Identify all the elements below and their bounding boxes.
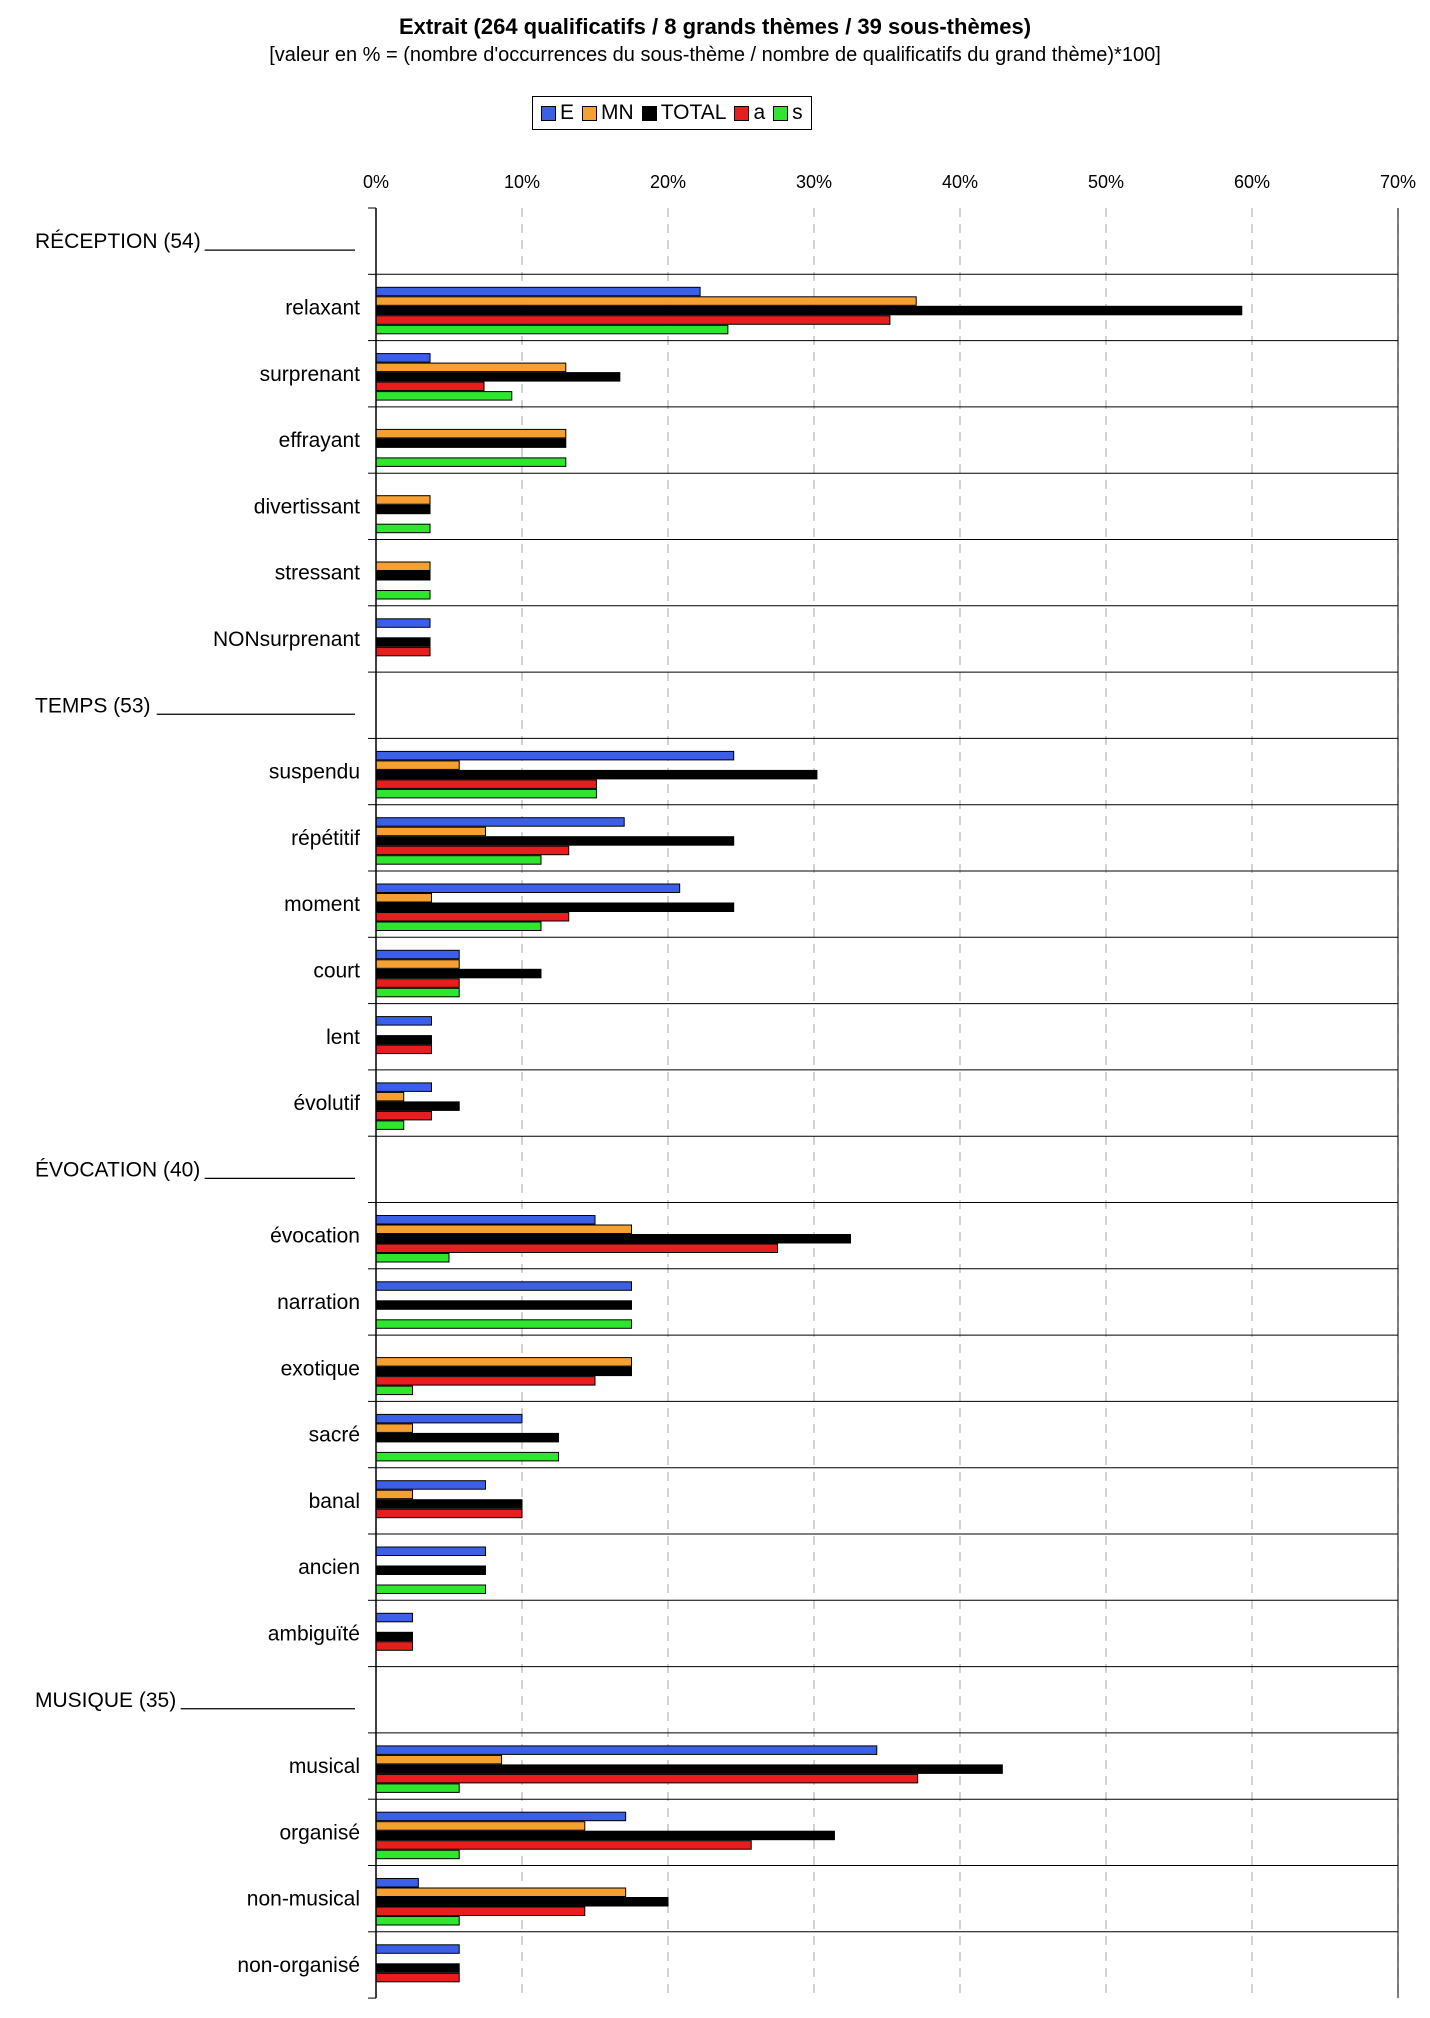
bar-e: [376, 287, 700, 296]
bar-mn: [376, 761, 459, 770]
bar-a: [376, 1244, 778, 1253]
bar-total: [376, 770, 817, 779]
group-label: MUSIQUE (35): [35, 1688, 177, 1712]
bar-e: [376, 1282, 632, 1291]
bar-a: [376, 1907, 585, 1916]
bar-a: [376, 913, 569, 922]
category-label: court: [313, 959, 360, 983]
bar-mn: [376, 363, 566, 372]
category-label: répétitif: [291, 826, 360, 850]
category-label: stressant: [274, 561, 360, 585]
bar-total: [376, 903, 734, 912]
bar-mn: [376, 1490, 413, 1499]
bar-a: [376, 316, 890, 325]
group-label: ÉVOCATION (40): [35, 1158, 201, 1182]
x-tick-label: 40%: [941, 172, 979, 192]
bar-a: [376, 382, 484, 391]
bar-a: [376, 1774, 918, 1783]
bar-total: [376, 1831, 834, 1840]
bar-s: [376, 392, 512, 401]
category-label: exotique: [280, 1357, 360, 1381]
bar-s: [376, 988, 459, 997]
bar-e: [376, 818, 624, 827]
bar-e: [376, 1414, 522, 1423]
bar-a: [376, 1642, 413, 1651]
category-label: banal: [308, 1489, 360, 1513]
bar-e: [376, 950, 459, 959]
chart-subtitle: [valeur en % = (nombre d'occurrences du sous-thème / nombre de qualificatifs du grand thème)*100]: [269, 44, 1161, 66]
bar-total: [376, 1235, 851, 1244]
category-label: NONsurprenant: [212, 627, 360, 651]
chart-title: Extrait (264 qualificatifs / 8 grands thèmes / 39 sous-thèmes): [398, 14, 1032, 39]
bar-s: [376, 591, 430, 600]
bar-total: [376, 1433, 559, 1442]
bar-a: [376, 780, 596, 789]
category-label: effrayant: [278, 429, 360, 453]
bar-mn: [376, 429, 566, 438]
bar-e: [376, 1083, 431, 1092]
bar-mn: [376, 1822, 585, 1831]
category-label: évolutif: [293, 1092, 360, 1116]
bar-s: [376, 1850, 459, 1859]
bar-s: [376, 922, 541, 931]
bar-a: [376, 1509, 522, 1518]
bar-total: [376, 638, 430, 647]
bar-total: [376, 1301, 632, 1310]
bar-mn: [376, 496, 430, 505]
bar-mn: [376, 1755, 502, 1764]
bar-total: [376, 1964, 459, 1973]
bar-a: [376, 846, 569, 855]
bar-mn: [376, 894, 431, 903]
bar-total: [376, 439, 566, 448]
bar-total: [376, 306, 1242, 315]
x-tick-label: 20%: [649, 172, 687, 192]
bar-e: [376, 1945, 459, 1954]
category-label: organisé: [279, 1821, 360, 1845]
x-tick-label: 70%: [1379, 172, 1417, 192]
bar-s: [376, 1386, 413, 1395]
x-tick-label: 60%: [1233, 172, 1271, 192]
bar-s: [376, 1784, 459, 1793]
legend-label-e: E: [560, 101, 575, 124]
bar-e: [376, 1613, 413, 1622]
legend-label-s: s: [792, 101, 803, 124]
bar-a: [376, 1377, 595, 1386]
category-label: moment: [284, 893, 360, 917]
bar-mn: [376, 1888, 626, 1897]
bar-mn: [376, 562, 430, 571]
bar-total: [376, 1566, 486, 1575]
bar-s: [376, 1452, 559, 1461]
bar-s: [376, 1917, 459, 1926]
category-label: non-musical: [246, 1887, 360, 1911]
category-label: surprenant: [259, 362, 360, 386]
bar-e: [376, 619, 430, 628]
bar-s: [376, 524, 430, 533]
bar-mn: [376, 1358, 632, 1367]
bar-e: [376, 751, 734, 760]
bar-s: [376, 1320, 632, 1329]
bar-e: [376, 1216, 595, 1225]
bar-a: [376, 1111, 431, 1120]
bar-e: [376, 1547, 486, 1556]
bar-mn: [376, 960, 459, 969]
bar-s: [376, 789, 596, 798]
category-label: narration: [277, 1290, 360, 1314]
bar-e: [376, 884, 680, 893]
bar-e: [376, 354, 430, 363]
group-label: RÉCEPTION (54): [35, 230, 201, 254]
bar-total: [376, 969, 541, 978]
bar-e: [376, 1746, 877, 1755]
x-tick-label: 10%: [503, 172, 541, 192]
bar-mn: [376, 1225, 632, 1234]
bar-s: [376, 1121, 404, 1130]
bar-s: [376, 1585, 486, 1594]
category-label: suspendu: [268, 760, 360, 784]
bar-mn: [376, 1092, 404, 1101]
bar-total: [376, 505, 430, 514]
bar-total: [376, 837, 734, 846]
x-tick-label: 50%: [1087, 172, 1125, 192]
x-tick-label: 0%: [362, 172, 390, 192]
legend-label-mn: MN: [601, 101, 634, 124]
category-label: ancien: [298, 1556, 360, 1580]
bar-total: [376, 1765, 1002, 1774]
bar-total: [376, 1367, 632, 1376]
bar-s: [376, 458, 566, 467]
bar-s: [376, 856, 541, 865]
category-label: lent: [326, 1025, 360, 1049]
bar-total: [376, 1898, 668, 1907]
bar-total: [376, 373, 620, 382]
group-label: TEMPS (53): [35, 694, 151, 718]
bar-s: [376, 1254, 449, 1263]
bar-total: [376, 572, 430, 581]
category-label: non-organisé: [237, 1953, 360, 1977]
bar-total: [376, 1500, 522, 1509]
category-label: évocation: [270, 1224, 360, 1248]
x-tick-label: 30%: [795, 172, 833, 192]
category-label: ambiguïté: [267, 1622, 360, 1646]
category-label: sacré: [308, 1423, 360, 1447]
bar-total: [376, 1632, 413, 1641]
legend-label-total: TOTAL: [660, 101, 727, 124]
category-label: musical: [288, 1755, 360, 1779]
bar-a: [376, 1841, 751, 1850]
legend-label-a: a: [753, 101, 766, 124]
category-label: relaxant: [285, 296, 360, 320]
bar-a: [376, 647, 430, 656]
bar-a: [376, 979, 459, 988]
bar-e: [376, 1812, 626, 1821]
bar-e: [376, 1017, 431, 1026]
bar-mn: [376, 1424, 413, 1433]
bar-a: [376, 1045, 431, 1054]
bar-mn: [376, 297, 916, 306]
bar-s: [376, 325, 728, 334]
bar-e: [376, 1481, 486, 1490]
bar-mn: [376, 827, 486, 836]
bar-total: [376, 1036, 431, 1045]
category-label: divertissant: [253, 495, 360, 519]
bar-total: [376, 1102, 459, 1111]
bar-a: [376, 1973, 459, 1982]
bar-e: [376, 1879, 418, 1888]
